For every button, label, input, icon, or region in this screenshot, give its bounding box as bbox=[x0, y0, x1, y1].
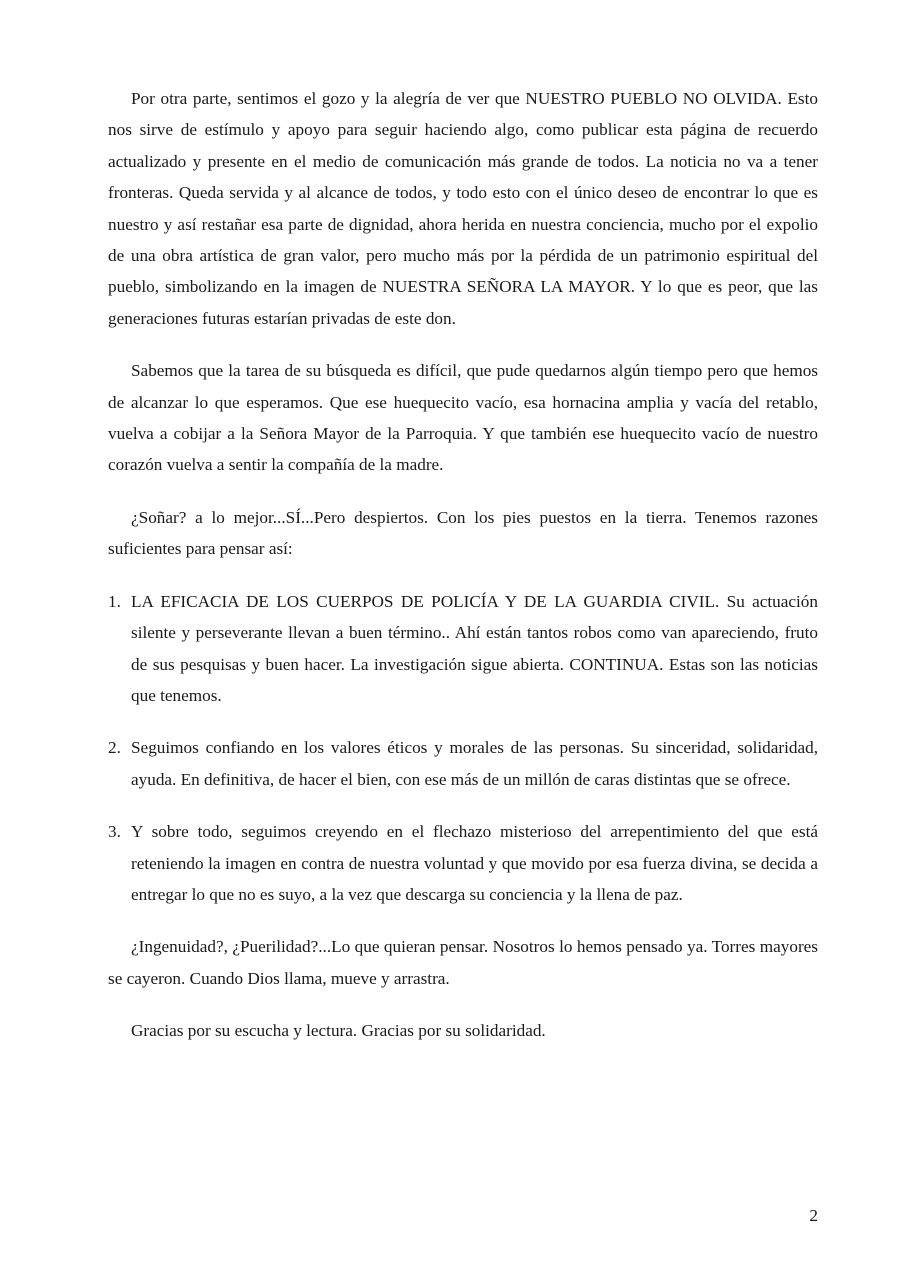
list-number: 1. bbox=[108, 591, 121, 611]
list-item bbox=[108, 586, 818, 712]
numbered-list bbox=[108, 586, 818, 911]
list-item-text: Seguimos confiando en los valores éticos y morales de las personas. Su sinceridad, solidaridad, ayuda. En definitiva, de hacer el bien, con ese más de un millón de caras distintas que se ofrece. bbox=[131, 738, 818, 789]
list-item bbox=[108, 732, 818, 795]
list-item bbox=[108, 816, 818, 910]
list-item-text: Y sobre todo, seguimos creyendo en el flechazo misterioso del arrepentimiento del que está reteniendo la imagen en contra de nuestra voluntad y que movido por esa fuerza divina, se decida a entregar lo que no es suyo, a la vez que descarga su conciencia y la llena de paz. bbox=[131, 822, 818, 904]
list-number: 2. bbox=[108, 738, 121, 758]
paragraph: ¿Ingenuidad?, ¿Puerilidad?...Lo que quieran pensar. Nosotros lo hemos pensado ya. Torres mayores se cayeron. Cuando Dios llama, mueve y arrastra. bbox=[108, 937, 818, 988]
paragraph: Por otra parte, sentimos el gozo y la alegría de ver que NUESTRO PUEBLO NO OLVIDA. Esto nos sirve de estímulo y apoyo para seguir haciendo algo, como publicar esta página de recuerdo actualizado y presente en el medio de comunicación más grande de todos. La noticia no va a tener fronteras. Queda servida y al alcance de todos, y todo esto con el único deseo de encontrar lo que es nuestro y así restañar esa parte de dignidad, ahora herida en nuestra conciencia, mucho por el expolio de una obra artística de gran valor, pero mucho más por la pérdida de un patrimonio espiritual del pueblo, simbolizando en la imagen de NUESTRA SEÑORA LA MAYOR. Y lo que es peor, que las generaciones futuras estarían privadas de este don. bbox=[108, 89, 818, 328]
paragraph: Gracias por su escucha y lectura. Gracias por su solidaridad. bbox=[131, 1021, 546, 1041]
list-number: 3. bbox=[108, 822, 121, 842]
list-item-text: LA EFICACIA DE LOS CUERPOS DE POLICÍA Y DE LA GUARDIA CIVIL. Su actuación silente y perseverante llevan a buen término.. Ahí están tantos robos como van apareciendo, fruto de sus pesquisas y buen hacer. La investigación sigue abierta. CONTINUA. Estas son las noticias que tenemos. bbox=[131, 591, 818, 705]
document-page bbox=[108, 83, 818, 1068]
paragraph: Sabemos que la tarea de su búsqueda es difícil, que pude quedarnos algún tiempo pero que hemos de alcanzar lo que esperamos. Que ese huequecito vacío, esa hornacina amplia y vacía del retablo, vuelva a cobijar a la Señora Mayor de la Parroquia. Y que también ese huequecito vacío de nuestro corazón vuelva a sentir la compañía de la madre. bbox=[108, 361, 818, 475]
paragraph: ¿Soñar? a lo mejor...SÍ...Pero despiertos. Con los pies puestos en la tierra. Tenemos razones suficientes para pensar así: bbox=[108, 507, 818, 559]
page-number: 2 bbox=[809, 1206, 818, 1225]
